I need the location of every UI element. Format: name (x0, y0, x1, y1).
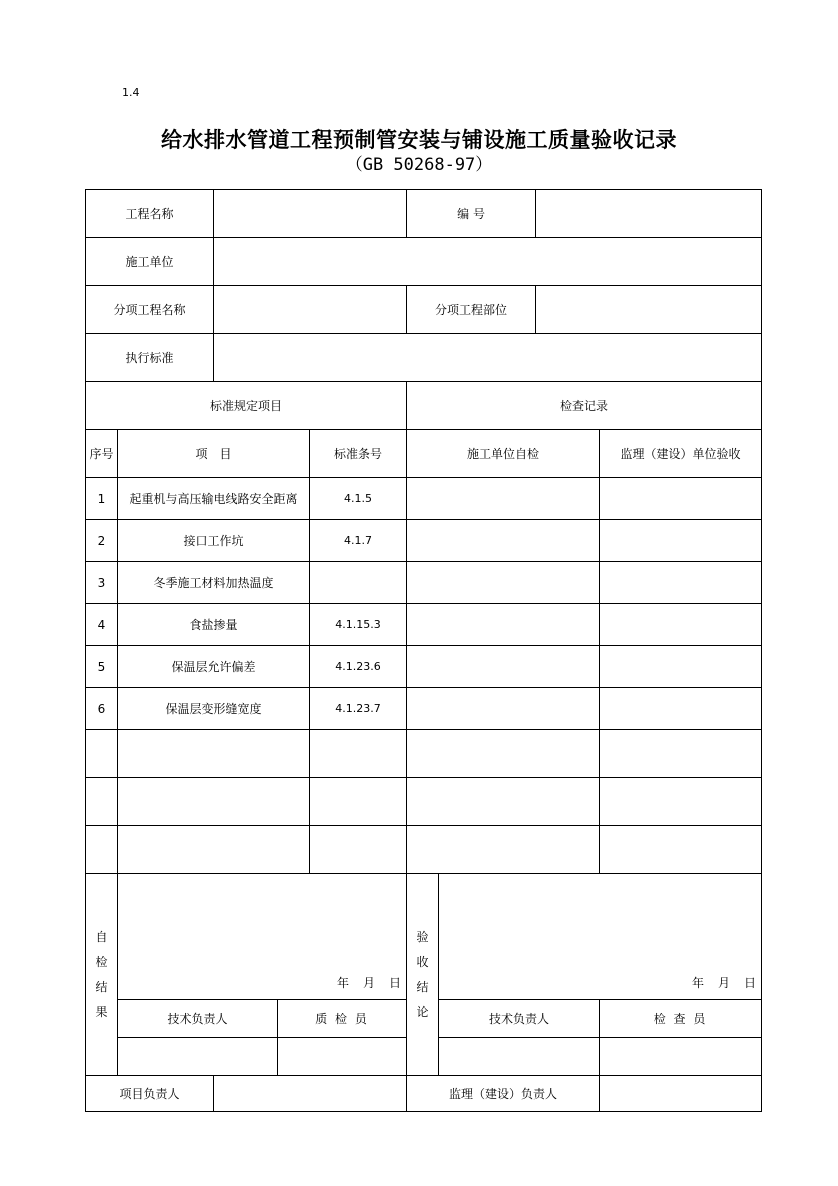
subproject-part-field[interactable] (536, 286, 762, 334)
row-self-check-cell[interactable] (407, 646, 600, 688)
acceptance-char: 结 (416, 979, 429, 994)
empty-cell[interactable] (407, 730, 600, 778)
page-title: 给水排水管道工程预制管安装与铺设施工质量验收记录 (161, 128, 677, 152)
empty-cell[interactable] (407, 778, 600, 826)
row-seq: 6 (86, 688, 118, 730)
empty-row (86, 826, 762, 874)
row-item: 保温层允许偏差 (118, 646, 310, 688)
self-result-area[interactable] (118, 874, 407, 1000)
project-name-field[interactable] (214, 190, 407, 238)
construction-unit-label: 施工单位 (86, 238, 214, 286)
self-check-header: 施工单位自检 (407, 430, 600, 478)
row-self-check-cell[interactable] (407, 688, 600, 730)
empty-cell[interactable] (86, 778, 118, 826)
project-name-row (86, 190, 762, 238)
row-self-check-cell[interactable] (407, 478, 600, 520)
row-self-check-cell[interactable] (407, 520, 600, 562)
acceptance-char: 验 (416, 929, 429, 944)
row-item: 起重机与高压输电线路安全距离 (118, 478, 310, 520)
row-seq: 2 (86, 520, 118, 562)
row-self-check-cell[interactable] (407, 562, 600, 604)
table-row (86, 646, 762, 688)
clause-header: 标准条号 (310, 430, 407, 478)
empty-cell[interactable] (86, 826, 118, 874)
supervisor-label: 监理（建设）负责人 (407, 1076, 600, 1112)
construction-unit-field[interactable] (214, 238, 762, 286)
acceptance-char: 论 (416, 1004, 429, 1019)
row-seq: 5 (86, 646, 118, 688)
standard-label: 执行标准 (86, 334, 214, 382)
row-supervision-cell[interactable] (600, 646, 762, 688)
empty-cell[interactable] (407, 826, 600, 874)
row-supervision-cell[interactable] (600, 688, 762, 730)
acceptance-char: 收 (416, 954, 429, 969)
row-item: 冬季施工材料加热温度 (118, 562, 310, 604)
standard-row (86, 334, 762, 382)
supervision-header: 监理（建设）单位验收 (600, 430, 762, 478)
row-supervision-cell[interactable] (600, 520, 762, 562)
acceptance-label (407, 874, 439, 1076)
footer-row (86, 1076, 762, 1112)
row-clause: 4.1.5 (310, 478, 407, 520)
acceptance-tech-lead-label: 技术负责人 (439, 1000, 600, 1038)
row-clause (310, 562, 407, 604)
empty-cell[interactable] (600, 826, 762, 874)
empty-cell[interactable] (118, 730, 310, 778)
self-result-char: 检 (95, 954, 108, 969)
results-row (86, 874, 762, 1000)
inspector-signature[interactable] (600, 1038, 762, 1076)
table-row (86, 478, 762, 520)
row-clause: 4.1.23.6 (310, 646, 407, 688)
empty-cell[interactable] (310, 730, 407, 778)
page-subtitle: （GB 50268-97） (345, 155, 493, 175)
row-seq: 4 (86, 604, 118, 646)
empty-cell[interactable] (600, 778, 762, 826)
empty-cell[interactable] (310, 826, 407, 874)
acceptance-form-table (85, 189, 762, 1112)
number-field[interactable] (536, 190, 762, 238)
inspection-record-header: 检查记录 (407, 382, 762, 430)
self-result-char: 结 (95, 979, 108, 994)
empty-cell[interactable] (310, 778, 407, 826)
quality-inspector-label: 质 检 员 (278, 1000, 407, 1038)
table-row (86, 520, 762, 562)
empty-row (86, 778, 762, 826)
row-clause: 4.1.15.3 (310, 604, 407, 646)
section-header-row (86, 382, 762, 430)
row-seq: 3 (86, 562, 118, 604)
subproject-row (86, 286, 762, 334)
column-header-row (86, 430, 762, 478)
self-tech-lead-label: 技术负责人 (118, 1000, 278, 1038)
self-result-label (86, 874, 118, 1076)
row-supervision-cell[interactable] (600, 562, 762, 604)
document-code: 1.4 (122, 86, 140, 99)
row-supervision-cell[interactable] (600, 478, 762, 520)
self-tech-lead-signature[interactable] (118, 1038, 278, 1076)
row-seq: 1 (86, 478, 118, 520)
self-result-char: 果 (95, 1004, 108, 1019)
empty-row (86, 730, 762, 778)
seq-header: 序号 (86, 430, 118, 478)
empty-cell[interactable] (118, 778, 310, 826)
inspector-label: 检 查 员 (600, 1000, 762, 1038)
empty-cell[interactable] (600, 730, 762, 778)
quality-inspector-signature[interactable] (278, 1038, 407, 1076)
project-name-label: 工程名称 (86, 190, 214, 238)
row-clause: 4.1.7 (310, 520, 407, 562)
empty-cell[interactable] (118, 826, 310, 874)
self-result-date: 年 月 日 (337, 976, 403, 990)
acceptance-area[interactable] (439, 874, 762, 1000)
acceptance-tech-lead-signature[interactable] (439, 1038, 600, 1076)
project-manager-field[interactable] (214, 1076, 407, 1112)
number-label: 编 号 (407, 190, 536, 238)
row-clause: 4.1.23.7 (310, 688, 407, 730)
project-manager-label: 项目负责人 (86, 1076, 214, 1112)
row-item: 食盐掺量 (118, 604, 310, 646)
supervisor-field[interactable] (600, 1076, 762, 1112)
row-supervision-cell[interactable] (600, 604, 762, 646)
empty-cell[interactable] (86, 730, 118, 778)
row-item: 接口工作坑 (118, 520, 310, 562)
standard-items-header: 标准规定项目 (86, 382, 407, 430)
table-row (86, 562, 762, 604)
subproject-name-field[interactable] (214, 286, 407, 334)
row-item: 保温层变形缝宽度 (118, 688, 310, 730)
self-result-char: 自 (95, 929, 108, 944)
row-self-check-cell[interactable] (407, 604, 600, 646)
subproject-part-label: 分项工程部位 (407, 286, 536, 334)
construction-unit-row (86, 238, 762, 286)
acceptance-date: 年 月 日 (692, 976, 758, 990)
item-header: 项 目 (118, 430, 310, 478)
table-row (86, 688, 762, 730)
subproject-name-label: 分项工程名称 (86, 286, 214, 334)
standard-field[interactable] (214, 334, 762, 382)
table-row (86, 604, 762, 646)
